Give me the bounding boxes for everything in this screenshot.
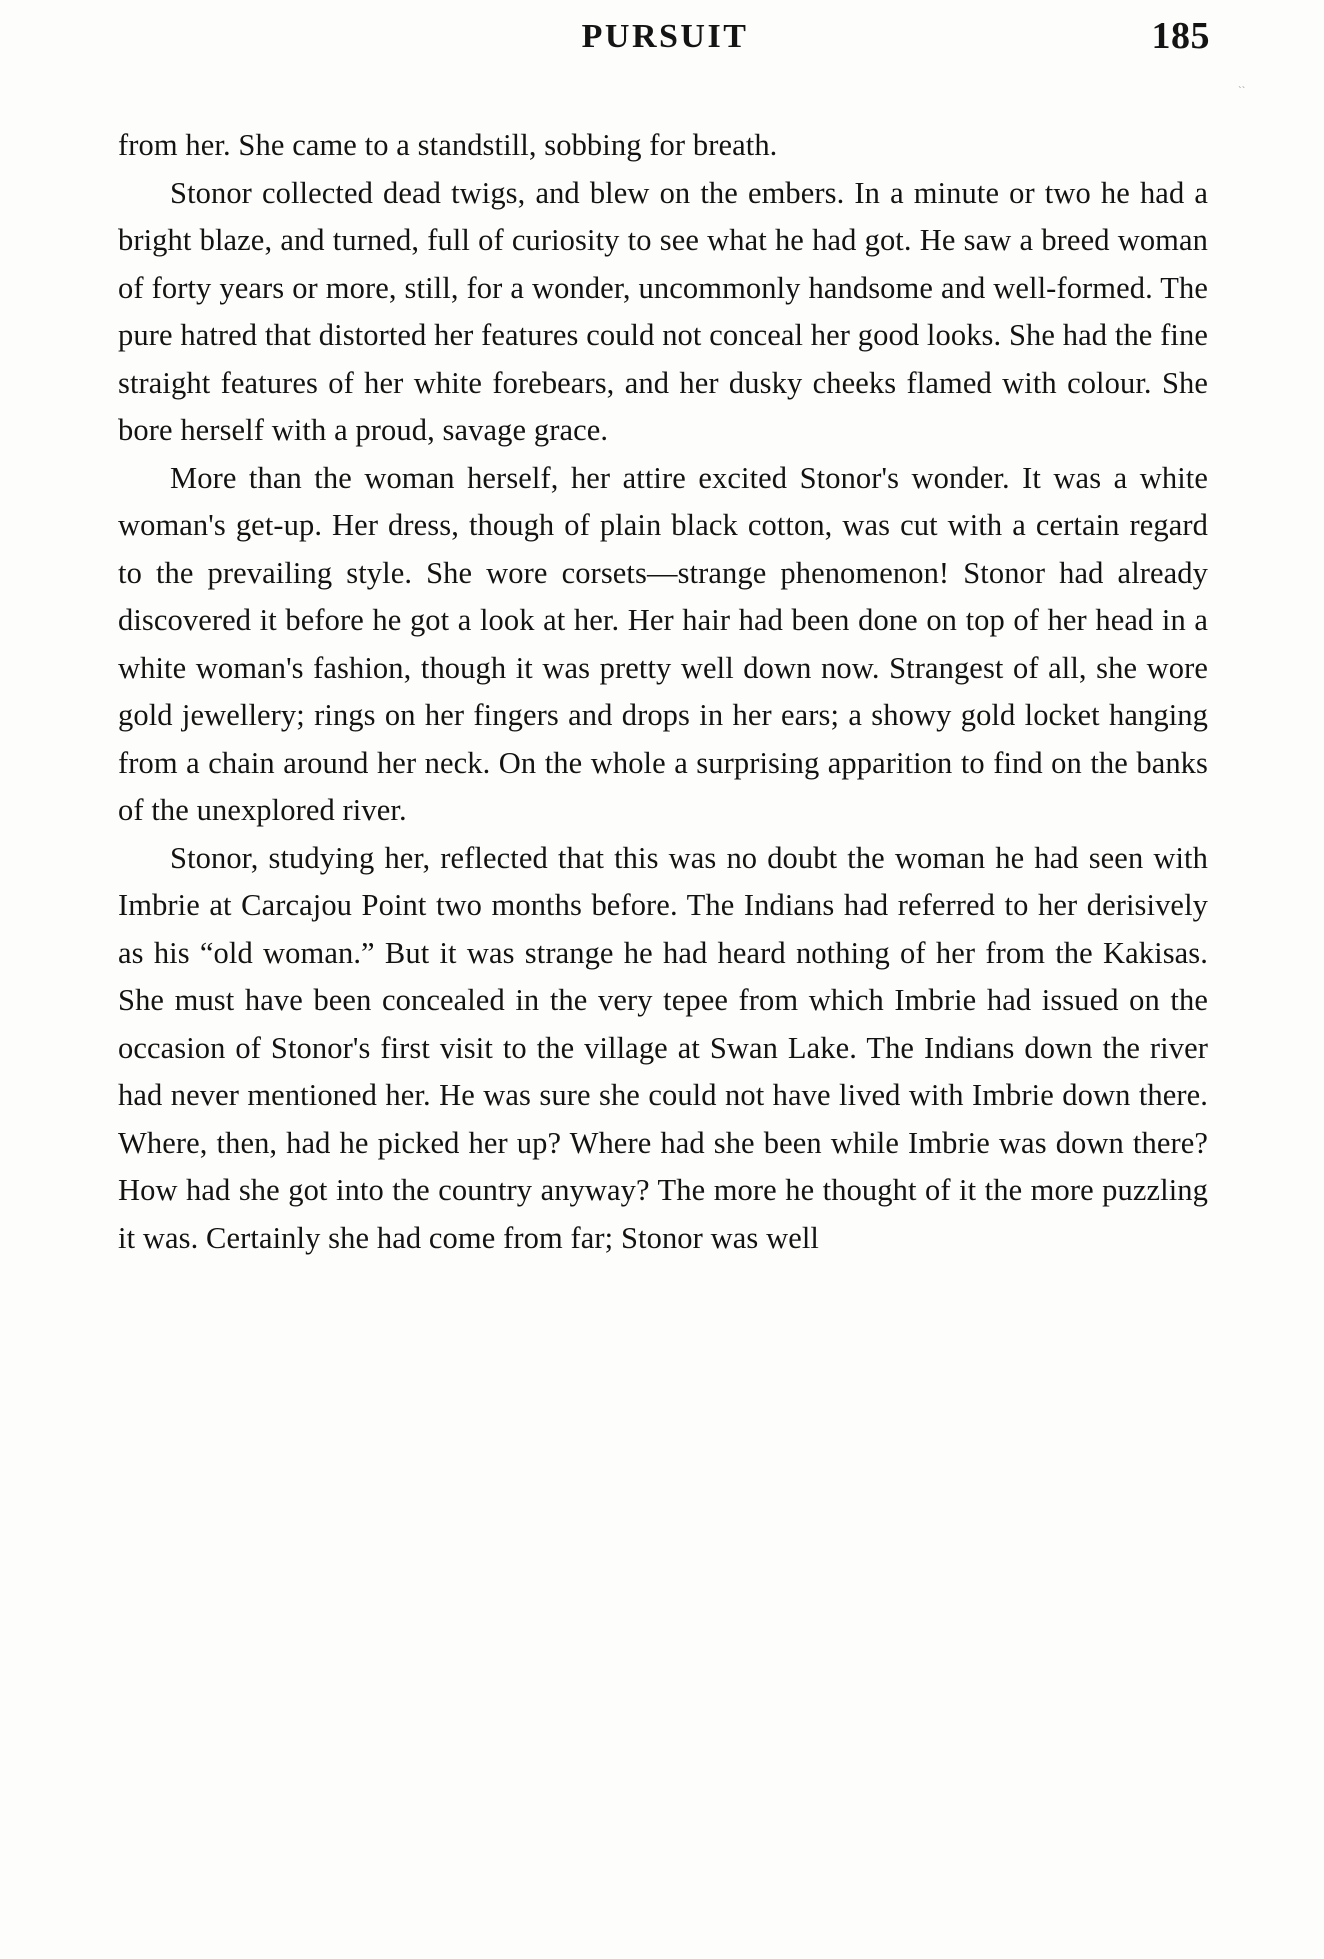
paragraph: from her. She came to a standstill, sobbing for breath. xyxy=(118,128,778,162)
page-header xyxy=(120,15,1210,78)
paragraph: Stonor collected dead twigs, and blew on the embers. In a minute or two he had a bright blaze, and turned, full of curiosity to see what he had got. He saw a breed woman of forty years or more, still, for a wonder, uncommonly handsome and well-formed. The pure hatred that distorted her features could not conceal her good looks. She had the fine straight features of her white forebears, and her dusky cheeks flamed with colour. She bore herself with a proud, savage grace. xyxy=(118,175,1208,447)
running-head-title: PURSUIT xyxy=(581,18,749,55)
scan-speck-mark: `` xyxy=(1238,85,1246,97)
page-number: 185 xyxy=(1151,15,1210,57)
page-body-text xyxy=(118,122,1208,1262)
paragraph: More than the woman herself, her attire excited Stonor's wonder. It was a white woman's get-up. Her dress, though of plain black cotton, was cut with a certain regard to the prevailing style. She wore corsets—strange phenomenon! Stonor had already discovered it before he got a look at her. Her hair had been done on top of her head in a white woman's fashion, though it was pretty well down now. Strangest of all, she wore gold jewellery; rings on her fingers and drops in her ears; a showy gold locket hanging from a chain around her neck. On the whole a surprising apparition to find on the banks of the unexplored river. xyxy=(118,460,1208,827)
paragraph: Stonor, studying her, reflected that this was no doubt the woman he had seen with Imbrie at Carcajou Point two months before. The Indians had referred to her derisively as his “old woman.” But it was strange he had heard nothing of her from the Kakisas. She must have been concealed in the very tepee from which Imbrie had issued on the occasion of Stonor's first visit to the village at Swan Lake. The Indians down the river had never mentioned her. He was sure she could not have lived with Imbrie down there. Where, then, had he picked her up? Where had she been while Imbrie was down there? How had she got into the country anyway? The more he thought of it the more puzzling it was. Certainly she had come from far; Stonor was well xyxy=(118,840,1208,1255)
